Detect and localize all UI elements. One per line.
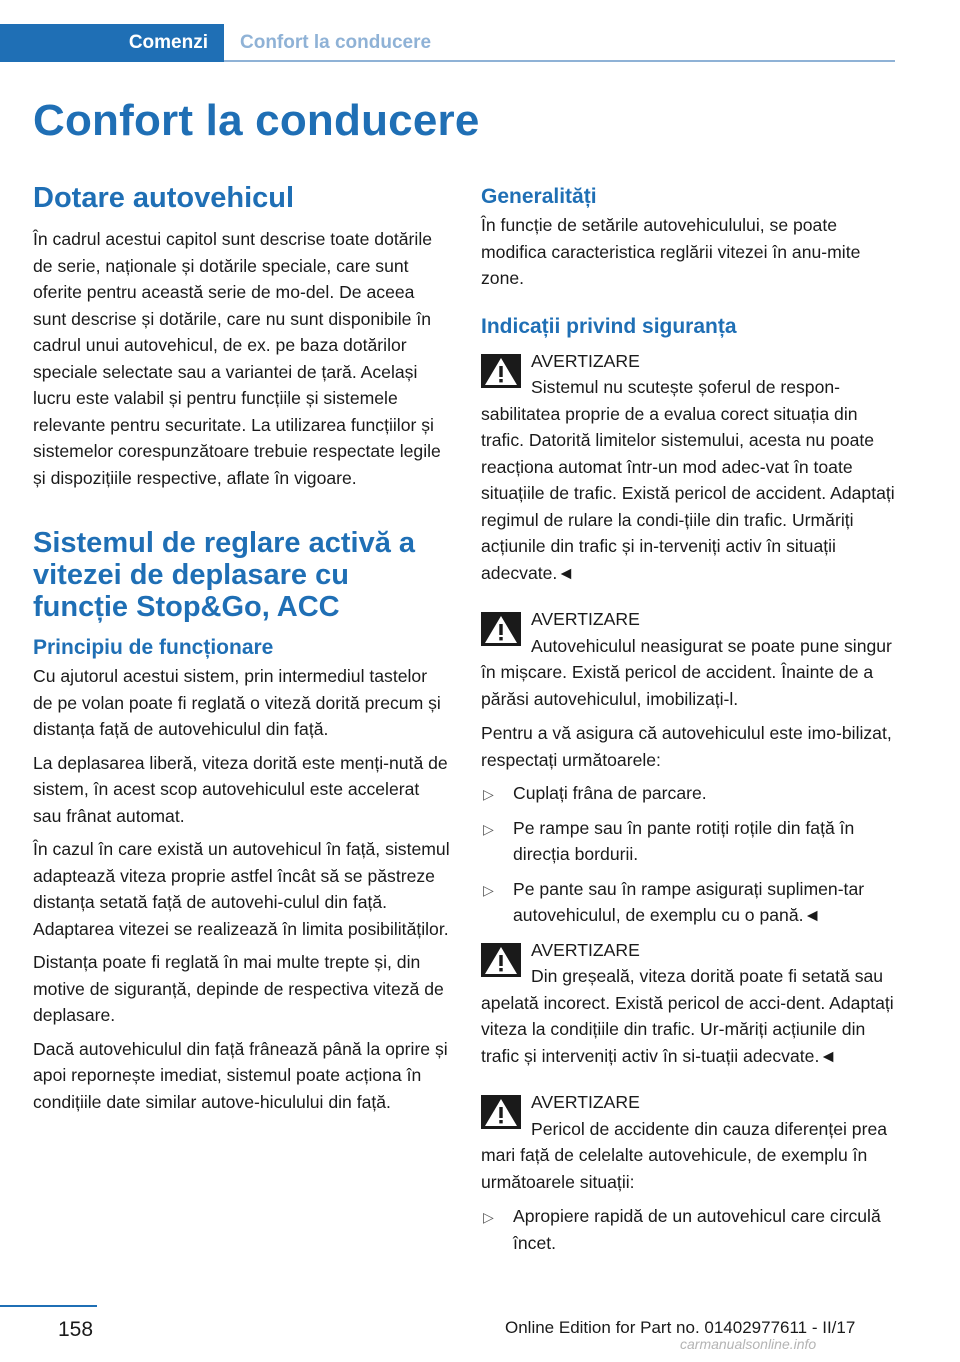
warning-triangle-icon [481,612,521,646]
warning-text-4: Pericol de accidente din cauza diferenței prea mari față de celelalte autovehicule, de exemplu în următoarele situații: [481,1118,888,1192]
warning-text-3: Din greșeală, viteza dorită poate fi setată sau apelată incorect. Există pericol de acci‐dent. Adaptați viteza la condițiile din trafic. Ur‐măriți acțiunile din trafic și interveniți activ în si‐tuații adecvate.◄ [481,966,894,1066]
left-column [33,182,451,1122]
warning-label: AVERTIZARE [531,1092,640,1112]
list-item: ▷ Pe rampe sau în pante rotiți roțile din față în direcția bordurii. [483,817,855,864]
warning-block-4 [481,1089,899,1195]
edition-note: Online Edition for Part no. 01402977611 - II/17 [505,1318,856,1337]
warning-block-3 [481,937,899,1070]
heading-siguranta: Indicații privind siguranța [481,314,737,338]
list-item: ▷ Apropiere rapidă de un autovehicul care circulă încet. [483,1206,881,1253]
triangle-right-icon: ▷ [483,881,494,898]
warning-triangle-icon [481,943,521,977]
watermark: carmanualsonline.info [680,1336,817,1352]
paragraph-generalitati: În funcție de setările autovehiculului, se poate modifica caracteristica reglării vitezei în anu‐mite zone. [481,215,861,288]
heading-generalitati: Generalități [481,185,597,208]
page-number: 158 [58,1318,94,1341]
warning-block-2 [481,606,899,712]
heading-dotare: Dotare autovehicul [33,182,295,214]
warning-block-1 [481,348,899,587]
bullet-list-1 [481,780,899,929]
heading-acc: Sistemul de reglare activă a vitezei de deplasare cu funcție Stop&Go, ACC [33,527,416,623]
paragraph-principiu-5: Dacă autovehiculul din față frânează până la oprire și apoi repornește imediat, sistemul poate acționa în condițiile date similar autove‐hiculului din față. [33,1038,448,1112]
footer-divider [0,1305,97,1307]
warning-triangle-icon [481,354,521,388]
paragraph-principiu-2: La deplasarea liberă, viteza dorită este menți‐nută de sistem, în acest scop autovehiculul este accelerat sau frânat automat. [33,752,448,826]
bullet-list-2 [481,1203,899,1256]
paragraph-principiu-1: Cu ajutorul acestui sistem, prin intermediul tastelor de pe volan poate fi reglată o viteză dorită precum și distanța față de autovehiculul din față. [33,666,441,739]
header-chapter-tab: Confort la conducere [240,32,432,53]
header-section-tab: Comenzi [0,24,224,62]
warning-triangle-icon [481,1095,521,1129]
page-header [0,0,895,62]
paragraph-principiu-3: În cazul în care există un autovehicul în față, sistemul adaptează viteza proprie astfel încât să se păstreze distanța setată față de autovehi‐culul din față. Adaptarea vitezei se realizează în limita posibilităților. [33,839,450,939]
triangle-right-icon: ▷ [483,786,494,802]
warning-text-2: Autovehiculul neasigurat se poate pune singur în mișcare. Există pericol de accident. Înainte de a părăsi autovehiculul, imobilizați-l. [481,635,892,709]
warning-text-1: Sistemul nu scutește șoferul de respon‐sabilitatea proprie de a evalua corect situația din trafic. Datorită limitelor sistemului, acesta nu poate reacționa automat într-un mod adec‐vat în toate situațiile de trafic. Există pericol de accident. Adaptați regimul de rulare la condi‐țiile din trafic. Urmăriți acțiunile din trafic și in‐terveniți activ în situații adecvate.◄ [481,377,895,583]
right-column [481,184,899,1264]
list-item: ▷ Cuplați frâna de parcare. [481,780,899,807]
warning-label: AVERTIZARE [531,350,640,371]
triangle-right-icon: ▷ [483,1209,494,1225]
heading-principiu: Principiu de funcționare [33,636,274,659]
paragraph-principiu-4: Distanța poate fi reglată în mai multe trepte și, din motive de siguranță, depinde de respectiva viteză de deplasare. [33,952,444,1025]
warning-label: AVERTIZARE [531,939,640,960]
paragraph-dotare: În cadrul acestui capitol sunt descrise toate dotările de serie, naționale și dotările speciale, care sunt oferite pentru această serie de mo‐del. De aceea sunt descrise și dotările, care nu sunt disponibile în cadrul unui autovehicul, de ex. pe baza dotărilor speciale selectate sau a variantei de țară. Același lucru este valabil și pentru funcțiile și sistemele relevante pentru securitate. La utilizarea funcțiilor și sistemelor corespunzătoare trebuie respectate legile și dispozițiile respective, aflate în vigoare. [33,229,441,488]
page-title: Confort la conducere [33,96,480,145]
warning-label: AVERTIZARE [531,609,640,629]
triangle-right-icon: ▷ [483,820,494,837]
list-item: ▷ Pe pante sau în rampe asigurați suplimen‐tar autovehiculul, de exemplu cu o pană.◄ [483,878,865,925]
paragraph-asigurare: Pentru a vă asigura că autovehiculul este imo‐bilizat, respectați următoarele: [481,723,892,770]
header-divider [224,60,895,62]
